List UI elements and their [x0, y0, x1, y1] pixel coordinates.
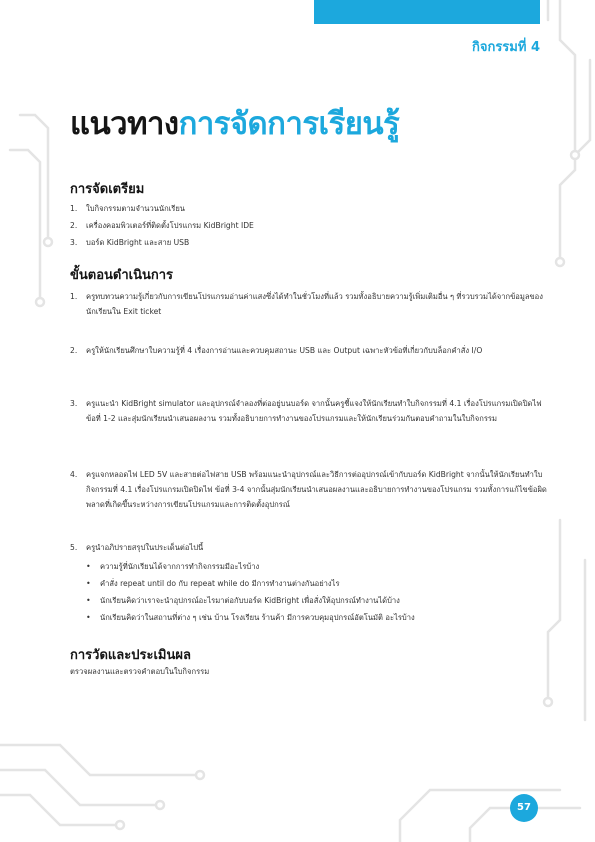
- procedure-step: [70, 396, 550, 426]
- list-item: [86, 592, 546, 609]
- procedure-step: [70, 467, 550, 512]
- bullet-text: นักเรียนคิดว่าเราจะนำอุปกรณ์อะไรมาต่อกับบอร์ด KidBright เพื่อสั่งให้อุปกรณ์ทำงานได้บ้าง: [100, 596, 400, 605]
- list-item-number: 1.: [70, 204, 78, 213]
- step-text: ครูให้นักเรียนศึกษาใบความรู้ที่ 4 เรื่องการอ่านและควบคุมสถานะ USB และ Output เฉพาะหัวข้อที่เกี่ยวกับบล็อกคำสั่ง I/O: [86, 346, 483, 355]
- step-number: 5.: [70, 543, 78, 552]
- bullet-icon: •: [86, 596, 91, 605]
- list-item-text: บอร์ด KidBright และสาย USB: [86, 238, 190, 247]
- bullet-text: ความรู้ที่นักเรียนได้จากการทำกิจกรรมมีอะไรบ้าง: [100, 562, 260, 571]
- step-number: 3.: [70, 399, 78, 408]
- header-accent-band: [314, 0, 540, 24]
- bullet-icon: •: [86, 562, 91, 571]
- bullet-text: คำสั่ง repeat until do กับ repeat while do มีการทำงานต่างกันอย่างไร: [100, 579, 340, 588]
- list-item: [86, 609, 546, 626]
- discussion-bullet-list: [86, 558, 546, 626]
- procedure-heading: ขั้นตอนดำเนินการ: [70, 268, 174, 283]
- list-item-number: 2.: [70, 221, 78, 230]
- list-item: [70, 200, 550, 217]
- list-item-text: เครื่องคอมพิวเตอร์ที่ติดตั้งโปรแกรม KidBright IDE: [86, 221, 254, 230]
- step-number: 2.: [70, 346, 78, 355]
- step-number: 4.: [70, 470, 78, 479]
- preparation-heading: การจัดเตรียม: [70, 182, 145, 197]
- step-text: ครูแนะนำ KidBright simulator และอุปกรณ์จำลองที่ต่ออยู่บนบอร์ด จากนั้นครูชี้แจงให้นักเรียนทำใบกิจกรรมที่ 4.1 เรื่องโปรแกรมเปิดปิดไฟ ข้อที่ 1-2 และสุ่มนักเรียนนำเสนอผลงาน รวมทั้งอธิบายการทำงานของโปรแกรมและให้นักเรียนร่วมกันตอบคำถามในใบกิจกรรม: [86, 399, 542, 423]
- bullet-icon: •: [86, 613, 91, 622]
- step-number: 1.: [70, 292, 78, 301]
- page-number-badge: 57: [510, 794, 538, 822]
- list-item-text: ใบกิจกรรมตามจำนวนนักเรียน: [86, 204, 186, 213]
- evaluation-heading: การวัดและประเมินผล: [70, 648, 191, 663]
- title-dark-part: แนวทาง: [70, 106, 179, 142]
- page-title: [70, 98, 399, 148]
- step-text: ครูนำอภิปรายสรุปในประเด็นต่อไปนี้: [86, 543, 204, 552]
- bullet-text: นักเรียนคิดว่าในสถานที่ต่าง ๆ เช่น บ้าน โรงเรียน ร้านค้า มีการควบคุมอุปกรณ์อัตโนมัติ อะไรบ้าง: [100, 613, 415, 622]
- procedure-step: [70, 289, 550, 319]
- evaluation-text: ตรวจผลงานและตรวจคำตอบในใบกิจกรรม: [70, 667, 210, 676]
- list-item: [86, 558, 546, 575]
- procedure-step: [70, 540, 550, 555]
- bullet-icon: •: [86, 579, 91, 588]
- procedure-step: [70, 343, 550, 358]
- list-item: [70, 217, 550, 234]
- step-text: ครูทบทวนความรู้เกี่ยวกับการเขียนโปรแกรมอ่านค่าแสงซึ่งได้ทำในชั่วโมงที่แล้ว รวมทั้งอธิบายความรู้เพิ่มเติมอื่น ๆ ที่รวบรวมได้จากข้อมูลของนักเรียนใน Exit ticket: [86, 292, 543, 316]
- activity-label: กิจกรรมที่ 4: [471, 40, 540, 55]
- step-text: ครูแจกหลอดไฟ LED 5V และสายต่อไฟสาย USB พร้อมแนะนำอุปกรณ์และวิธีการต่ออุปกรณ์เข้ากับบอร์ด KidBright จากนั้นให้นักเรียนทำใบกิจกรรมที่ 4.1 เรื่องโปรแกรมเปิดปิดไฟ ข้อที่ 3-4 จากนั้นสุ่มนักเรียนนำเสนอผลงานและอธิบายการทำงานของโปรแกรม รวมทั้งการแก้ไขข้อผิดพลาดที่เกิดขึ้นระหว่างการเขียนโปรแกรมและการติดตั้งอุปกรณ์: [86, 470, 547, 509]
- title-blue-part: การจัดการเรียนรู้: [178, 106, 400, 142]
- preparation-list: [70, 200, 550, 251]
- list-item-number: 3.: [70, 238, 78, 247]
- list-item: [70, 234, 550, 251]
- list-item: [86, 575, 546, 592]
